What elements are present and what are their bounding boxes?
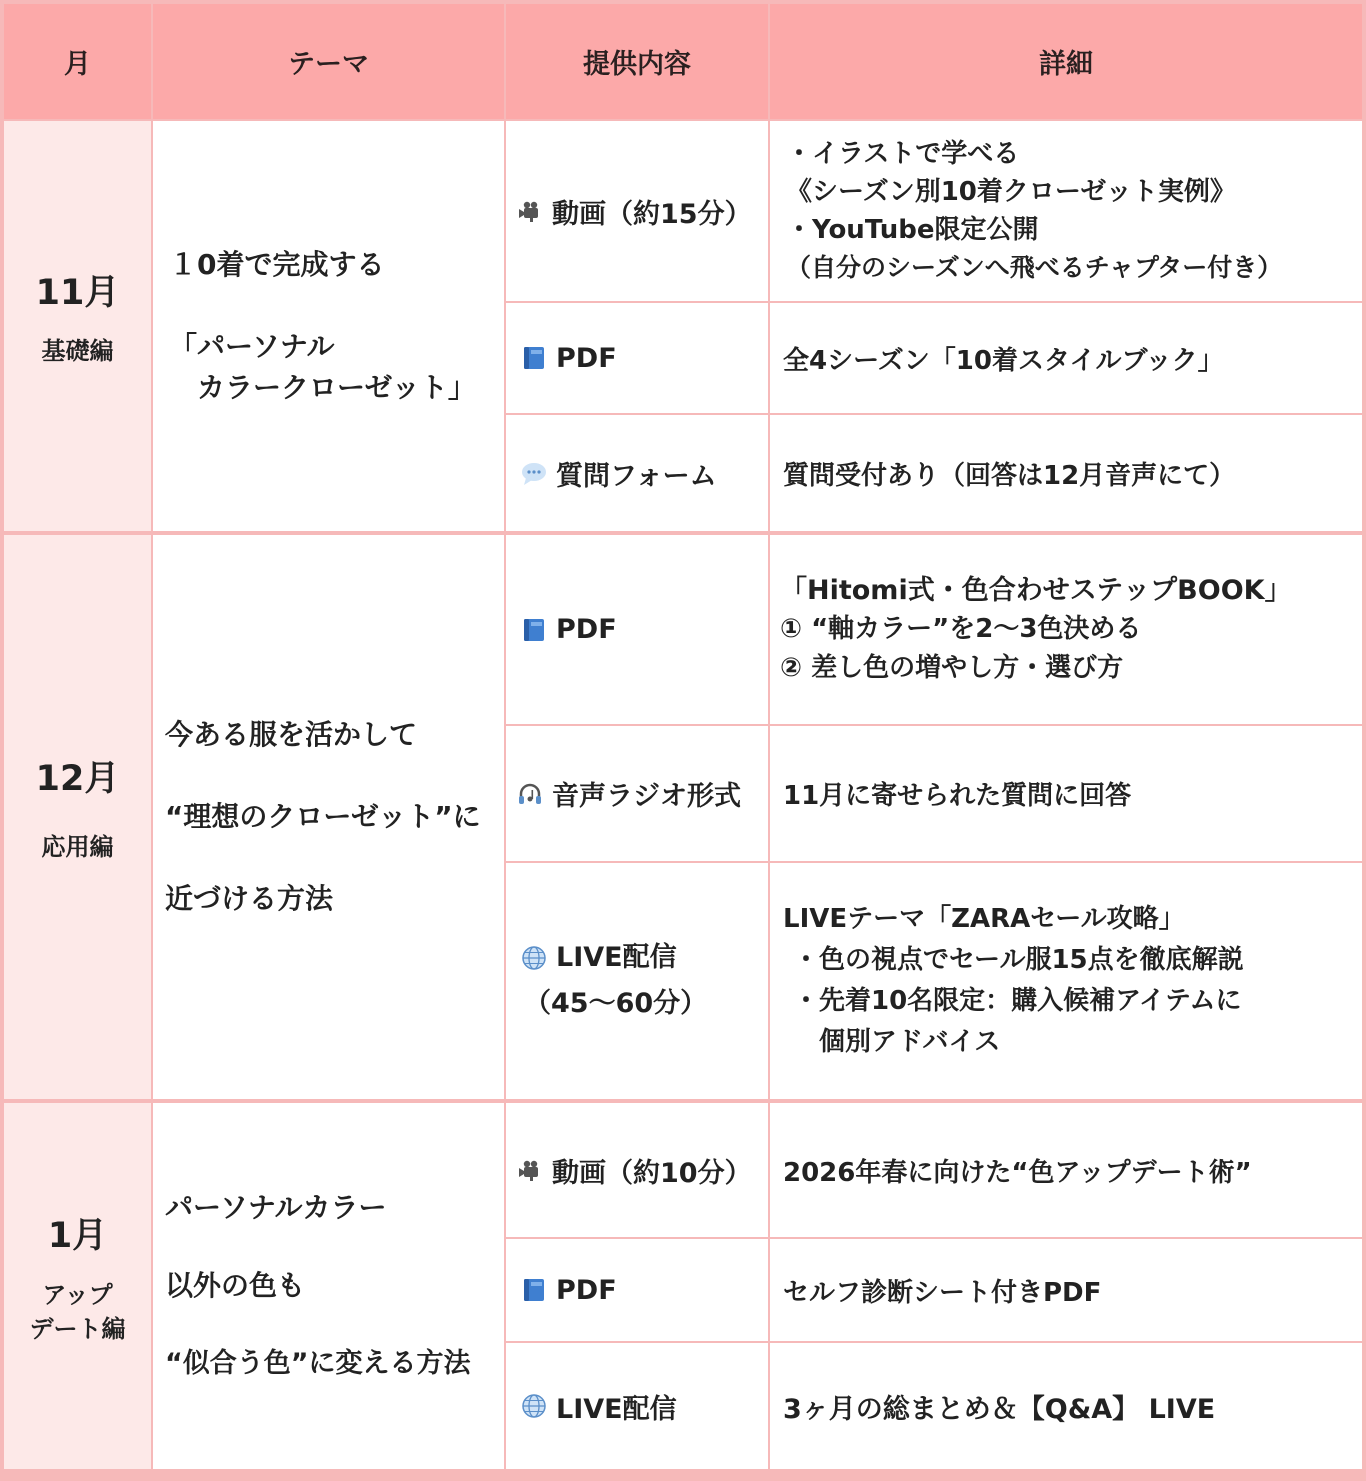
level-label: 応用編 [41, 832, 114, 861]
detail-line: 3ヶ月の総まとめ＆【Q&A】 LIVE [783, 1393, 1216, 1425]
detail-cell [770, 415, 1362, 531]
content-label: PDF [556, 614, 617, 645]
book-icon [520, 344, 548, 372]
content-label: （45〜60分） [524, 988, 708, 1019]
content-cell [506, 303, 768, 413]
theme-cell [153, 1103, 504, 1469]
book-icon [520, 616, 548, 644]
level-label: アップ デート編 [29, 1281, 126, 1344]
detail-line: （自分のシーズンへ飛べるチャプター付き） [786, 253, 1283, 282]
detail-line: 《シーズン別10着クローゼット実例》 [786, 177, 1236, 207]
video-camera-icon [516, 197, 544, 225]
detail-cell [770, 535, 1362, 724]
month-cell [4, 121, 151, 531]
content-cell [506, 535, 768, 724]
detail-cell [770, 121, 1362, 301]
content-label: PDF [556, 342, 617, 374]
detail-line: ・色の視点でセール服15点を徹底解説 [793, 945, 1244, 975]
theme-line: 今ある服を活かして [165, 718, 418, 751]
level-label: 基礎編 [41, 336, 114, 365]
speech-bubble-icon [520, 459, 548, 487]
month-label: 12月 [35, 759, 120, 800]
globe-icon [520, 1392, 548, 1420]
video-camera-icon [516, 1156, 544, 1184]
detail-line: 11月に寄せられた質問に回答 [783, 781, 1132, 811]
theme-line: カラークローゼット」 [169, 371, 476, 404]
detail-cell [770, 1239, 1362, 1341]
content-cell [506, 863, 768, 1099]
detail-cell [770, 303, 1362, 413]
theme-line: 「パーソナル [169, 330, 335, 363]
globe-icon [520, 944, 548, 972]
detail-line: 「Hitomi式・色合わせステップBOOK」 [780, 575, 1292, 606]
detail-line: ・先着10名限定：購入候補アイテムに [793, 986, 1242, 1016]
content-label: LIVE配信 [556, 1393, 677, 1425]
content-label: LIVE配信 [556, 942, 677, 973]
month-label: 11月 [35, 273, 120, 314]
theme-line: “似合う色”に変える方法 [165, 1348, 471, 1379]
content-cell [506, 1343, 768, 1469]
detail-line: 質問受付あり（回答は12月音声にて） [783, 460, 1236, 491]
month-cell [4, 1103, 151, 1469]
detail-cell [770, 726, 1362, 861]
theme-line: パーソナルカラー [165, 1191, 387, 1224]
theme-line: 以外の色も [165, 1269, 306, 1302]
content-cell [506, 726, 768, 861]
header-detail: 詳細 [770, 4, 1362, 119]
detail-line: ・YouTube限定公開 [786, 215, 1039, 245]
detail-line: セルフ診断シート付きPDF [783, 1277, 1102, 1308]
detail-line: LIVEテーマ「ZARAセール攻略」 [783, 904, 1185, 934]
detail-cell [770, 1103, 1362, 1237]
month-label: 1月 [47, 1215, 108, 1256]
content-cell [506, 121, 768, 301]
detail-line: ② 差し色の増やし方・選び方 [780, 653, 1124, 683]
headphone-icon [516, 780, 544, 808]
content-label: 質問フォーム [556, 460, 717, 492]
content-label: 動画（約15分） [552, 198, 752, 230]
detail-cell [770, 863, 1362, 1099]
header-theme: テーマ [153, 4, 504, 119]
detail-line: 2026年春に向けた“色アップデート術” [783, 1157, 1252, 1188]
content-cell [506, 415, 768, 531]
content-cell [506, 1103, 768, 1237]
content-label: PDF [556, 1274, 617, 1306]
book-icon [520, 1276, 548, 1304]
theme-cell [153, 535, 504, 1099]
theme-line: １0着で完成する [169, 248, 385, 281]
theme-cell [153, 121, 504, 531]
header-content: 提供内容 [506, 4, 768, 119]
month-cell [4, 535, 151, 1099]
header-month: 月 [4, 4, 151, 119]
detail-line: 個別アドバイス [793, 1027, 1001, 1057]
theme-line: 近づける方法 [165, 882, 334, 915]
content-label: 音声ラジオ形式 [552, 781, 741, 812]
content-cell [506, 1239, 768, 1341]
detail-cell [770, 1343, 1362, 1469]
theme-line: “理想のクローゼット”に [165, 800, 481, 833]
content-label: 動画（約10分） [552, 1157, 752, 1189]
detail-line: 全4シーズン「10着スタイルブック」 [783, 345, 1224, 376]
detail-line: ・イラストで学べる [786, 139, 1020, 169]
detail-line: ① “軸カラー”を2〜3色決める [780, 614, 1142, 644]
